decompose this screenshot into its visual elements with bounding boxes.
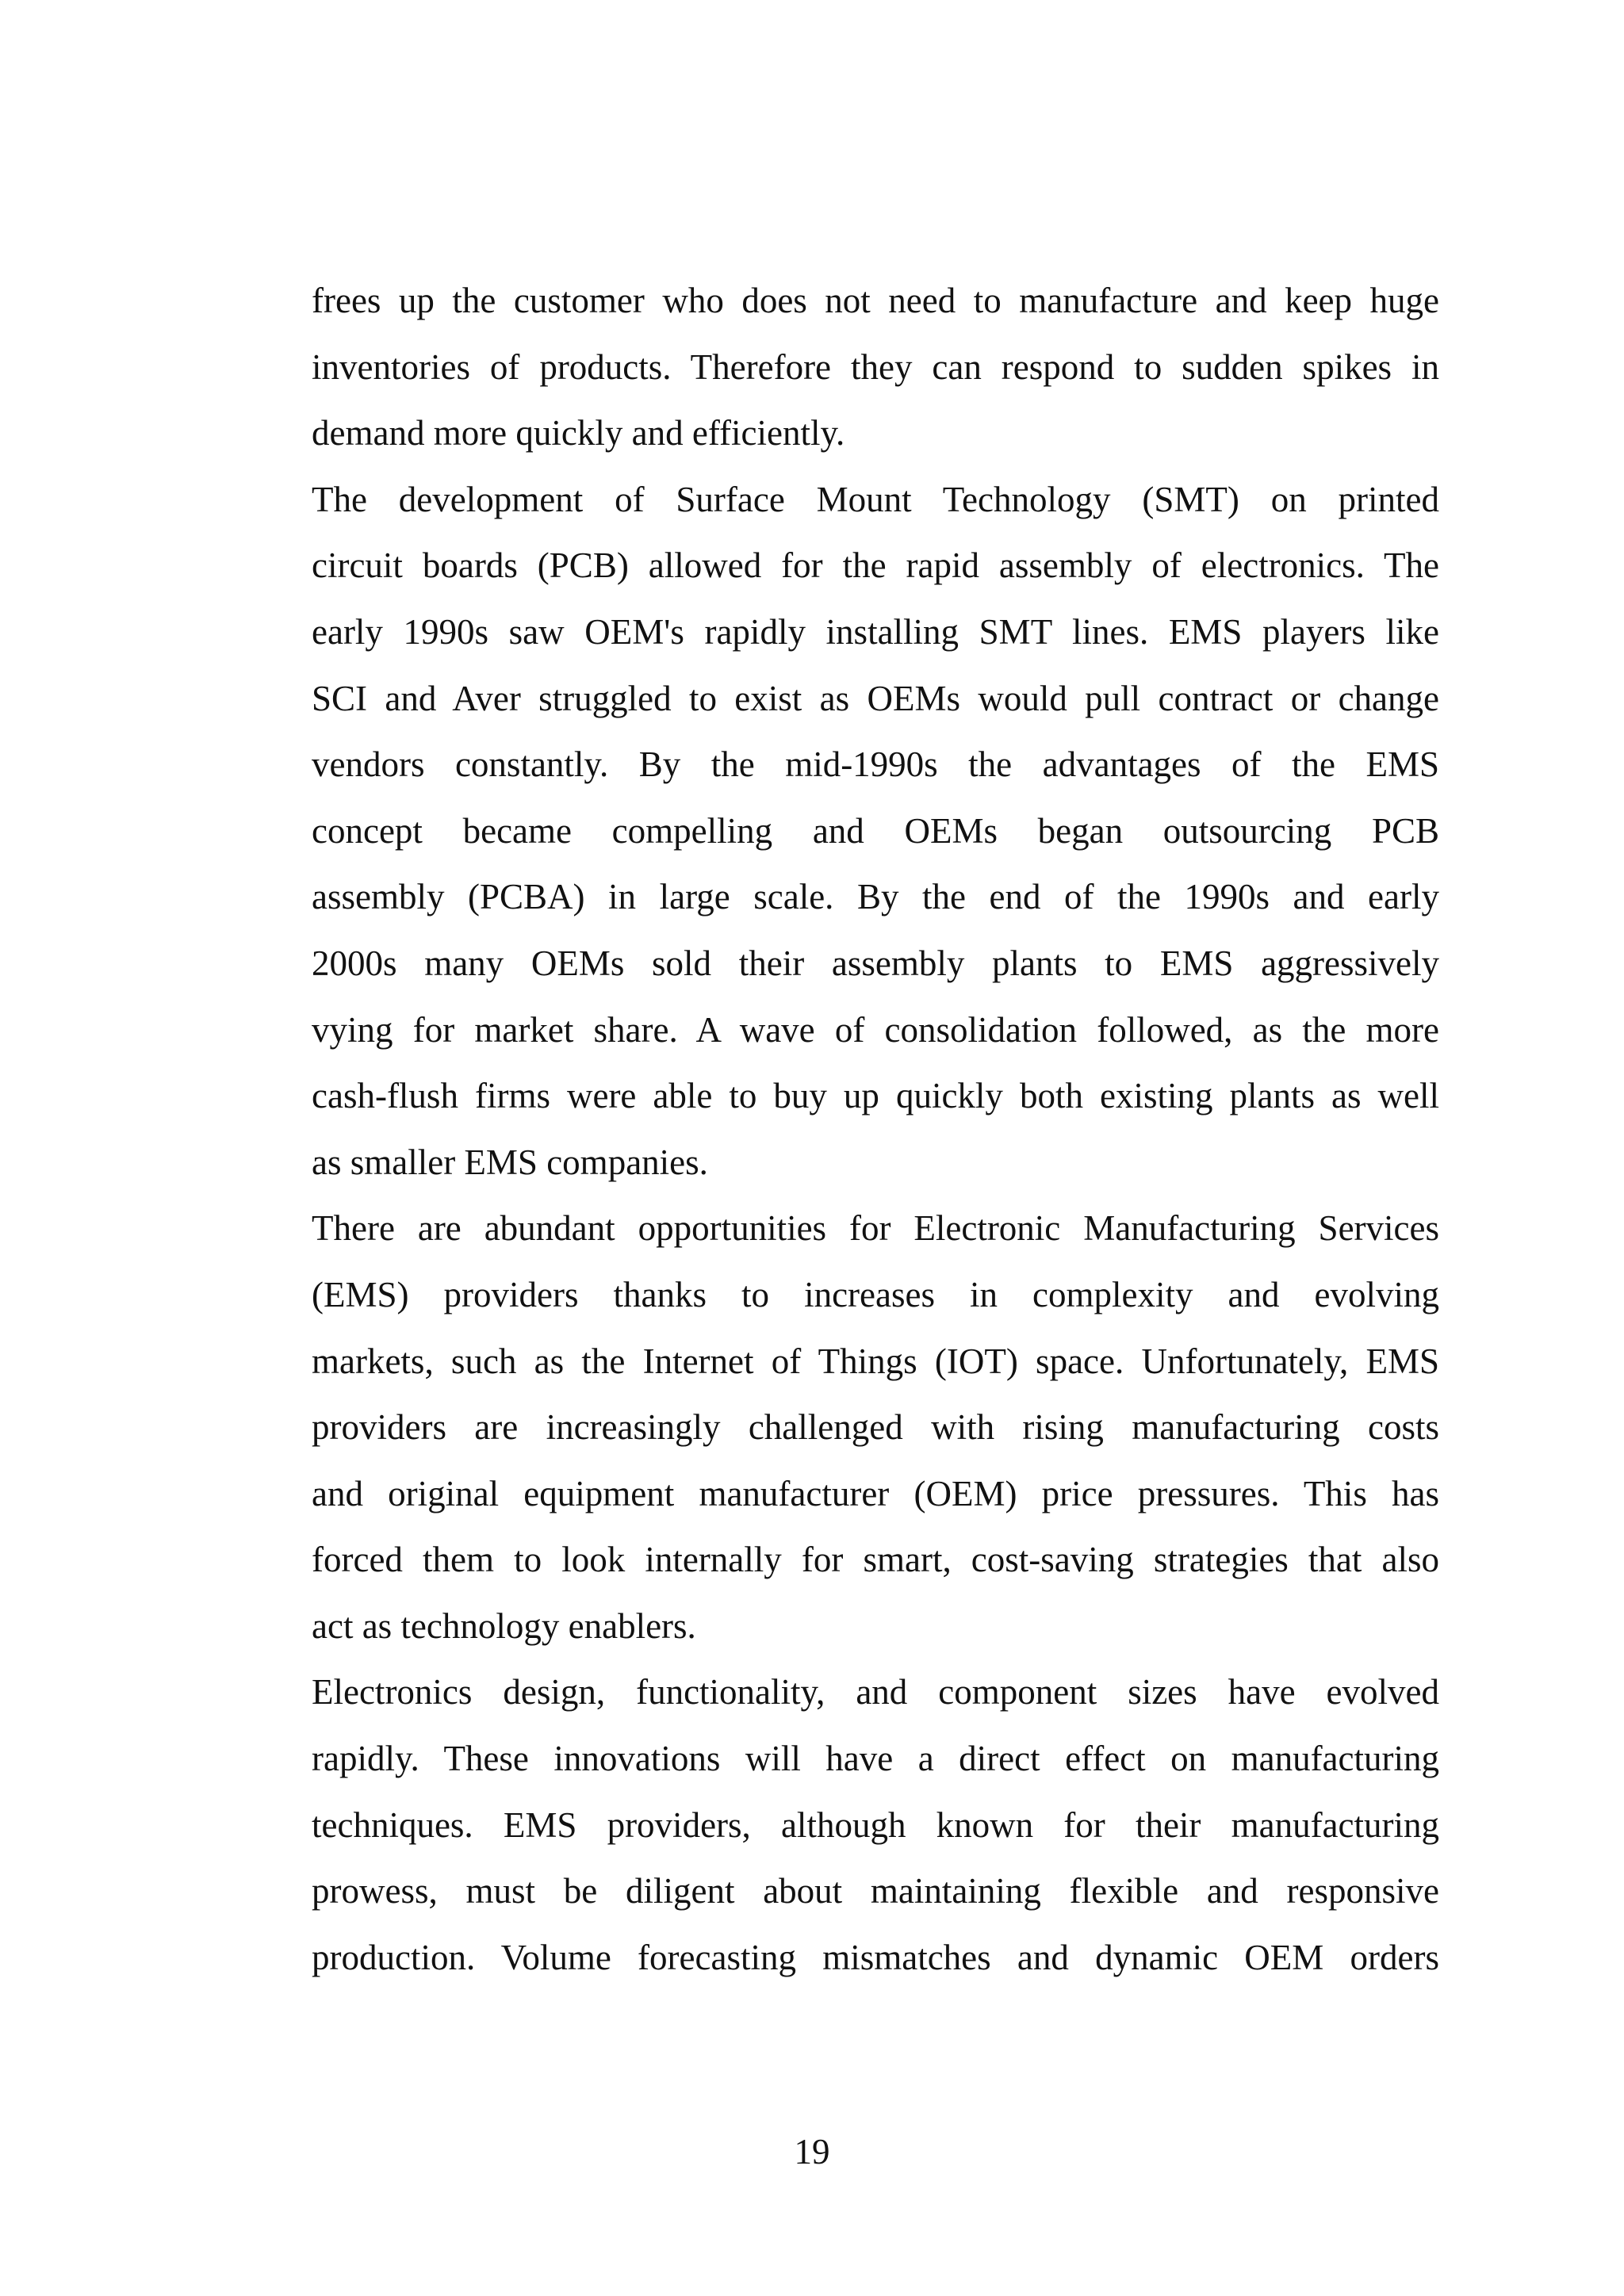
text-line: forced them to look internally for smart, cost-saving strategies that also [312,1540,1439,1580]
text-line: prowess, must be diligent about maintaining flexible and responsive [312,1871,1439,1911]
text-line: techniques. EMS providers, although known for their manufacturing [312,1804,1439,1845]
page-number: 19 [794,2132,830,2172]
text-line: frees up the customer who does not need to manufacture and keep huge [312,281,1439,320]
paragraph [312,268,1439,467]
text-line: and original equipment manufacturer (OEM) price pressures. This has [312,1473,1439,1513]
body-text [312,268,1439,1991]
text-line: demand more quickly and efficiently. [312,413,845,453]
text-line: as smaller EMS companies. [312,1142,708,1182]
text-line: rapidly. These innovations will have a direct effect on manufacturing [312,1739,1439,1779]
text-line: act as technology enablers. [312,1605,696,1646]
text-line: vying for market share. A wave of consolidation followed, as the more [312,1009,1439,1050]
text-line: The development of Surface Mount Technology (SMT) on printed [312,479,1439,519]
paragraph [312,467,1439,1196]
text-line: Electronics design, functionality, and component sizes have evolved [312,1672,1439,1712]
text-line: early 1990s saw OEM's rapidly installing SMT lines. EMS players like [312,611,1439,652]
paragraph [312,1659,1439,1991]
text-line: production. Volume forecasting mismatches and dynamic OEM orders [312,1937,1439,1977]
text-line: inventories of products. Therefore they can respond to sudden spikes in [312,346,1439,387]
text-line: vendors constantly. By the mid-1990s the advantages of the EMS [312,744,1439,785]
text-line: There are abundant opportunities for Electronic Manufacturing Services [312,1208,1439,1249]
text-line: assembly (PCBA) in large scale. By the end of the 1990s and early [312,877,1439,917]
text-line: SCI and Aver struggled to exist as OEMs would pull contract or change [312,678,1439,718]
text-line: (EMS) providers thanks to increases in complexity and evolving [312,1274,1439,1314]
text-line: markets, such as the Internet of Things (IOT) space. Unfortunately, EMS [312,1341,1439,1381]
text-line: concept became compelling and OEMs began outsourcing PCB [312,810,1439,851]
text-line: circuit boards (PCB) allowed for the rapid assembly of electronics. The [312,545,1439,586]
text-line: 2000s many OEMs sold their assembly plants to EMS aggressively [312,943,1439,983]
paragraph [312,1196,1439,1659]
text-line: providers are increasingly challenged with rising manufacturing costs [312,1407,1439,1448]
text-line: cash-flush firms were able to buy up quickly both existing plants as well [312,1076,1439,1116]
